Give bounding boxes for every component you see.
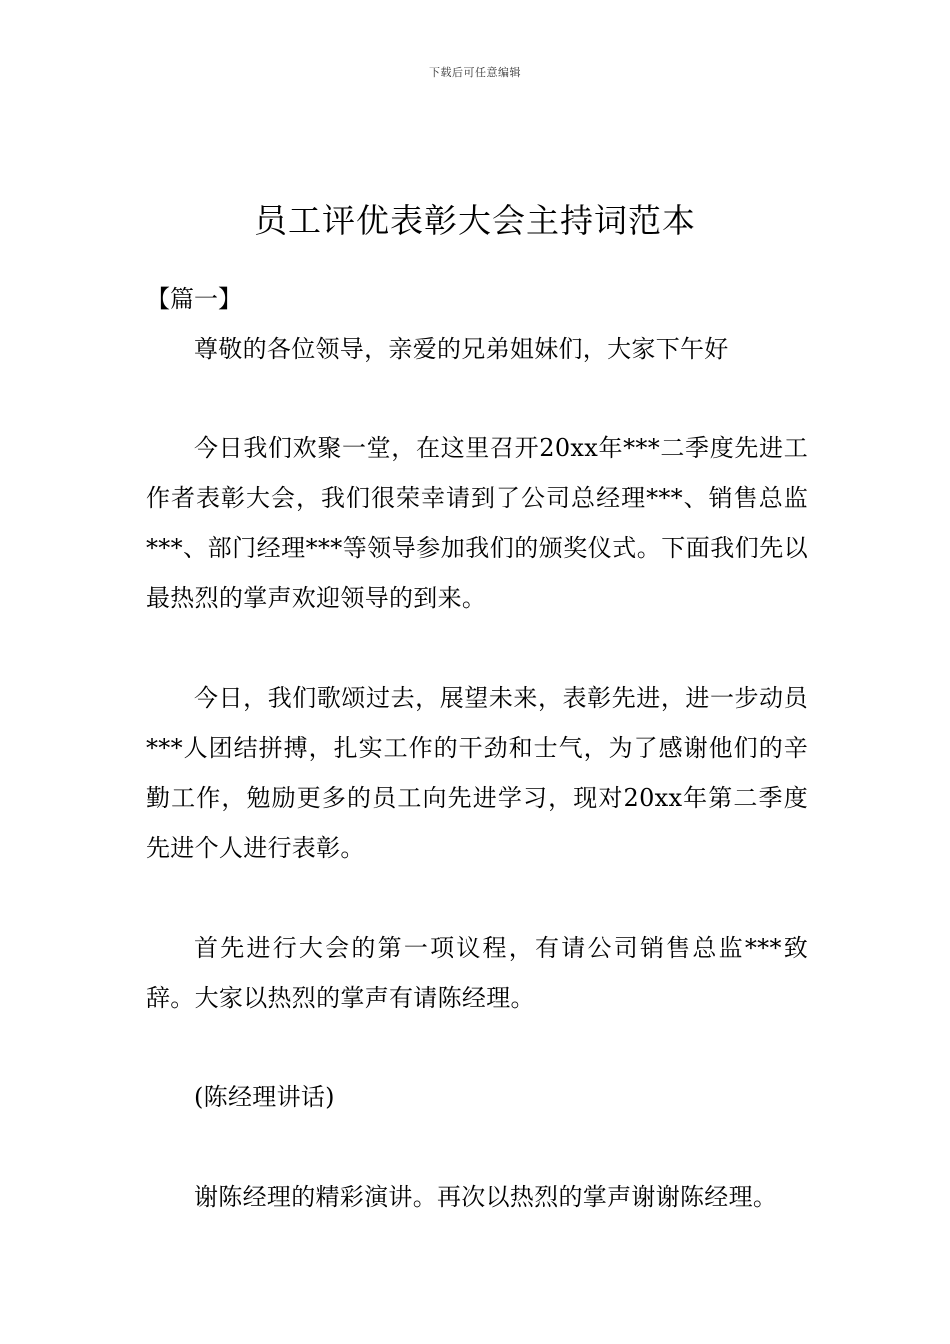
paragraph-opening: 今日我们欢聚一堂，在这里召开20xx年***二季度先进工作者表彰大会，我们很荣幸请到了公司总经理***、销售总监***、部门经理***等领导参加我们的颁奖仪式。下面我们先以最热烈的掌声欢迎领导的到来。 <box>146 434 808 612</box>
paragraph-purpose: 今日，我们歌颂过去，展望未来，表彰先进，进一步动员***人团结拼搏，扎实工作的干劲和士气，为了感谢他们的辛勤工作，勉励更多的员工向先进学习，现对20xx年第二季度先进个人进行表彰。 <box>146 684 808 862</box>
document-title: 员工评优表彰大会主持词范本 <box>254 201 696 241</box>
header-note: 下载后可任意编辑 <box>429 66 521 79</box>
paragraph-speech-note: (陈经理讲话) <box>194 1083 335 1111</box>
paragraph-greeting: 尊敬的各位领导，亲爱的兄弟姐妹们，大家下午好 <box>194 335 729 363</box>
paragraph-first-agenda: 首先进行大会的第一项议程，有请公司销售总监***致辞。大家以热烈的掌声有请陈经理。 <box>146 934 808 1012</box>
section-label: 【篇一】 <box>146 285 242 313</box>
paragraph-thanks: 谢陈经理的精彩演讲。再次以热烈的掌声谢谢陈经理。 <box>194 1183 778 1211</box>
